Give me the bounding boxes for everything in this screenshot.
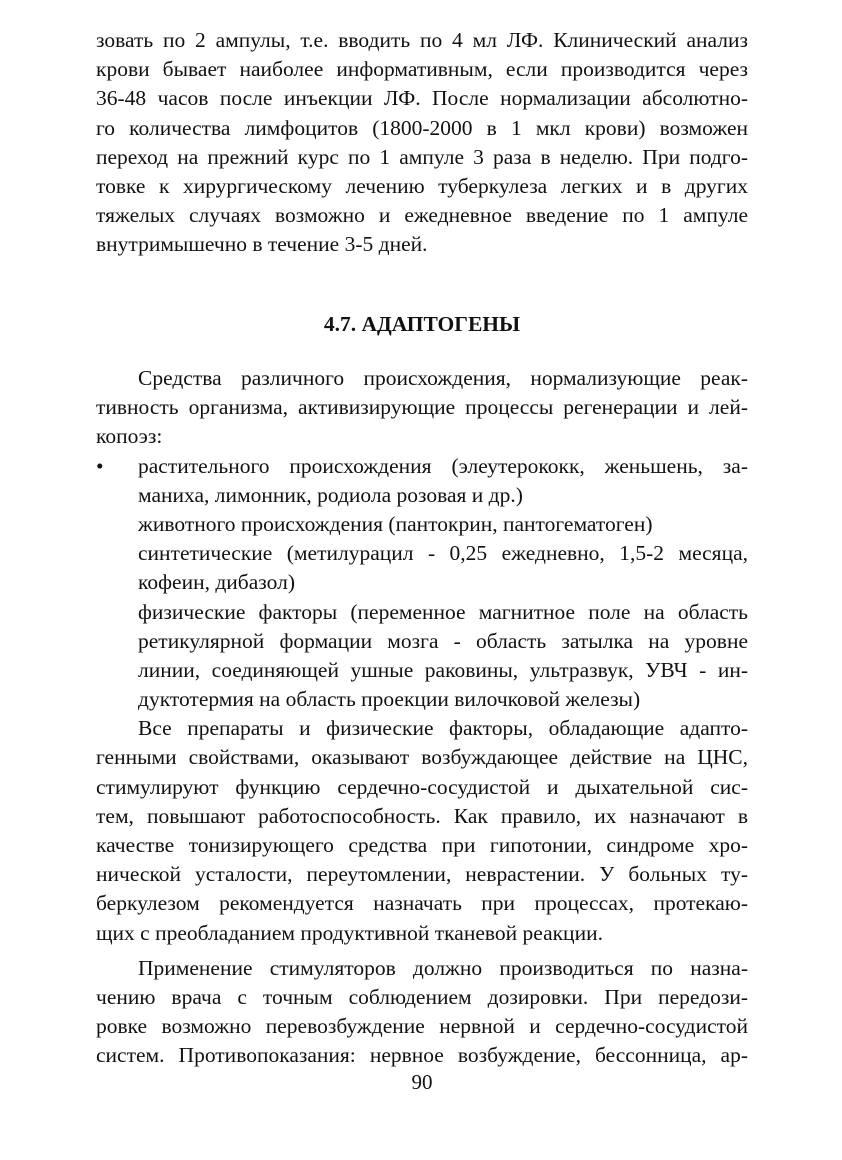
text-line: систем. Противопоказания: нервное возбуждение, бессонница, ар-	[96, 1043, 748, 1068]
list-item	[96, 452, 748, 481]
page-number: 90	[411, 1070, 433, 1094]
list-item: синтетические (метилурацил - 0,25 ежедневно, 1,5-2 месяца,	[138, 541, 748, 566]
list-item-continuation: дуктотермия на область проекции вилочковой железы)	[138, 687, 641, 712]
section-body	[96, 364, 748, 1071]
text-line: тем, повышают работоспособность. Как правило, их назначают в	[96, 803, 748, 828]
bullet-marker: •	[96, 453, 104, 478]
text-line: стимулируют функцию сердечно-сосудистой и дыхательной сис-	[96, 774, 748, 799]
list-item-continuation: линии, соединяющей ушные раковины, ультразвук, УВЧ - ин-	[138, 657, 748, 682]
text-line: нической усталости, переутомлении, неврастении. У больных ту-	[96, 862, 748, 887]
text-line: переход на прежний курс по 1 ампуле 3 раза в неделю. При подго-	[96, 144, 748, 169]
text-line: генными свойствами, оказывают возбуждающее действие на ЦНС,	[96, 745, 748, 770]
top-paragraph	[96, 26, 748, 260]
text-line: Средства различного происхождения, нормализующие реак-	[138, 366, 748, 390]
text-line: внутримышечно в течение 3-5 дней.	[96, 232, 428, 257]
list-item: животного происхождения (пантокрин, пантогематоген)	[138, 511, 653, 536]
list-item-continuation: ретикулярной формации мозга - область затылка на уровне	[138, 628, 748, 653]
list-item-continuation: кофеин, дибазол)	[138, 570, 295, 595]
paragraph-stimulant-usage	[96, 954, 748, 1071]
paragraph-adaptogen-effects	[96, 714, 748, 948]
text-line: товке к хирургическому лечению туберкулеза легких и в других	[96, 173, 748, 198]
intro-paragraph	[96, 364, 748, 452]
text-line: копоэз:	[96, 424, 163, 449]
bullet-list	[96, 452, 748, 715]
text-line: чению врача с точным соблюдением дозировки. При передози-	[96, 984, 748, 1009]
text-line: крови бывает наиболее информативным, если производится через	[96, 57, 748, 82]
text-line: беркулезом рекомендуется назначать при процессах, протекаю-	[96, 891, 748, 916]
text-line: тяжелых случаях возможно и ежедневное введение по 1 ампуле	[96, 203, 748, 228]
list-item: физические факторы (переменное магнитное поле на область	[138, 599, 748, 624]
text-line: зовать по 2 ампулы, т.е. вводить по 4 мл ЛФ. Клинический анализ	[96, 28, 748, 52]
text-line: качестве тонизирующего средства при гипотонии, синдроме хро-	[96, 833, 748, 857]
text-line: щих с преобладанием продуктивной тканевой реакции.	[96, 920, 603, 945]
text-line: го количества лимфоцитов (1800-2000 в 1 мкл крови) возможен	[96, 115, 748, 140]
text-line: Все препараты и физические факторы, обладающие адапто-	[138, 716, 748, 741]
text-line: Применение стимуляторов должно производиться по назна-	[138, 955, 748, 980]
text-line: тивность организма, активизирующие процессы регенерации и лей-	[96, 395, 748, 420]
list-item-text: растительного происхождения (элеутерококк, женьшень, за-	[138, 453, 748, 478]
text-line: 36-48 часов после инъекции ЛФ. После нормализации абсолютно-	[96, 86, 748, 111]
section-heading: 4.7. АДАПТОГЕНЫ	[323, 312, 521, 336]
list-item-continuation: маниха, лимонник, родиола розовая и др.)	[138, 482, 523, 507]
text-line: ровке возможно перевозбуждение нервной и сердечно-сосудистой	[96, 1014, 748, 1039]
